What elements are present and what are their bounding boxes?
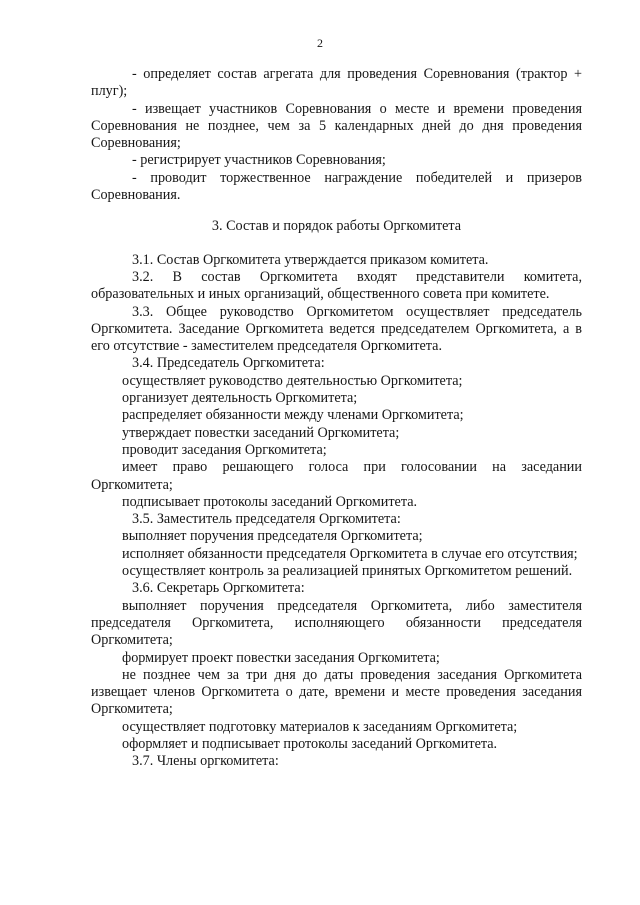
secretary-duty: осуществляет подготовку материалов к заседаниям Оргкомитета; — [122, 718, 518, 735]
clause-3-2: 3.2. В состав Оргкомитета входят представители комитета, образовательных и иных организаций, общественного совета при комитете. — [91, 268, 582, 303]
paragraph-intro-notify: - извещает участников Соревнования о месте и времени проведения Соревнования не позднее, чем за 5 календарных дней до дня проведения Соревнования; — [91, 100, 582, 152]
secretary-duty: оформляет и подписывает протоколы заседаний Оргкомитета. — [122, 735, 498, 752]
paragraph-intro-agregat: - определяет состав агрегата для проведения Соревнования (трактор + плуг); — [91, 66, 582, 100]
paragraph-intro-register: - регистрирует участников Соревнования; — [132, 152, 386, 169]
clause-3-1: 3.1. Состав Оргкомитета утверждается приказом комитета. — [132, 251, 489, 268]
clause-3-3: 3.3. Общее руководство Оргкомитетом осуществляет председатель Оргкомитета. Заседание Оргкомитета ведется председателем Оргкомитета, а в его отсутствие - заместителем председателя Оргкомитета. — [91, 303, 582, 355]
deputy-duty: выполняет поручения председателя Оргкомитета; — [122, 528, 423, 545]
chair-duty: утверждает повестки заседаний Оргкомитета; — [122, 424, 400, 441]
section-heading: 3. Состав и порядок работы Оргкомитета — [211, 218, 462, 235]
secretary-duty: выполняет поручения председателя Оргкомитета, либо заместителя председателя Оргкомитета, исполняющего обязанности председателя Оргкомитета; — [91, 597, 582, 649]
clause-3-5: 3.5. Заместитель председателя Оргкомитета: — [132, 511, 401, 528]
deputy-duty: исполняет обязанности председателя Оргкомитета в случае его отсутствия; — [122, 545, 578, 562]
chair-duty: осуществляет руководство деятельностью Оргкомитета; — [122, 372, 463, 389]
chair-duty: подписывает протоколы заседаний Оргкомитета. — [122, 493, 418, 510]
document-body — [91, 66, 582, 771]
chair-duty: распределяет обязанности между членами Оргкомитета; — [122, 407, 464, 424]
page-number: 2 — [317, 36, 323, 50]
secretary-duty: не позднее чем за три дня до даты проведения заседания Оргкомитета извещает членов Оргкомитета о дате, времени и месте проведения заседания Оргкомитета; — [91, 666, 582, 718]
clause-3-7: 3.7. Члены оргкомитета: — [132, 753, 279, 770]
secretary-duty: формирует проект повестки заседания Оргкомитета; — [122, 649, 440, 666]
chair-duty: организует деятельность Оргкомитета; — [122, 390, 358, 407]
paragraph-intro-award: - проводит торжественное награждение победителей и призеров Соревнования. — [91, 169, 582, 204]
deputy-duty: осуществляет контроль за реализацией принятых Оргкомитетом решений. — [122, 563, 573, 580]
clause-3-6: 3.6. Секретарь Оргкомитета: — [132, 580, 305, 597]
clause-3-4: 3.4. Председатель Оргкомитета: — [132, 355, 325, 372]
chair-duty: имеет право решающего голоса при голосовании на заседании Оргкомитета; — [91, 459, 582, 493]
chair-duty: проводит заседания Оргкомитета; — [122, 441, 327, 458]
